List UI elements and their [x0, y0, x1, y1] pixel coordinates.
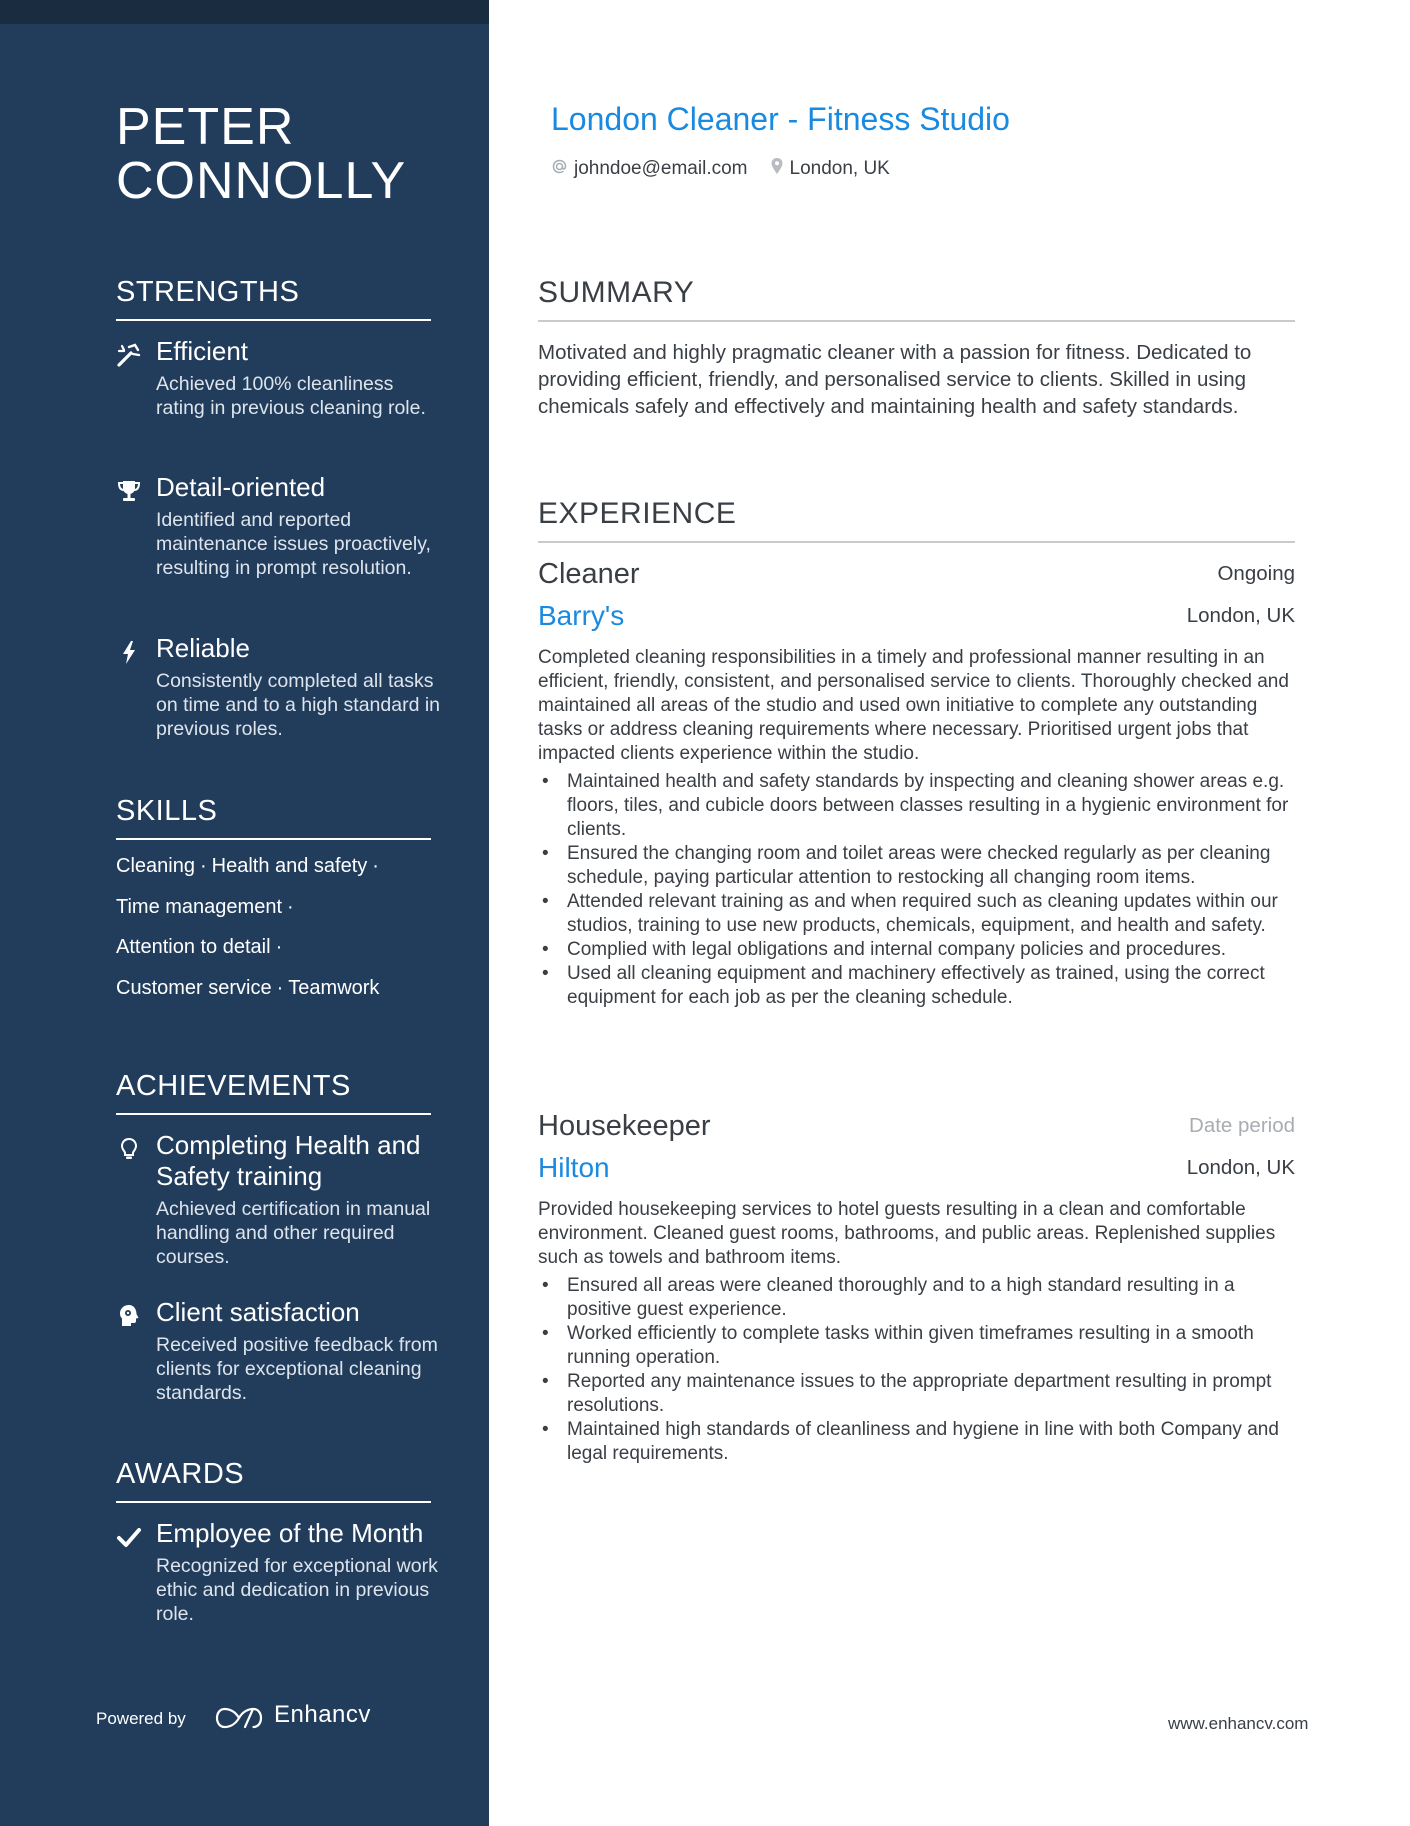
job-bullets: [538, 1274, 1295, 1466]
magic-wand-icon: [116, 342, 142, 368]
skill-item: Teamwork: [288, 976, 380, 999]
job-bullet: • Reported any maintenance issues to the appropriate department resulting in prompt resolutions.: [538, 1370, 1295, 1418]
strengths-heading: STRENGTHS: [116, 276, 431, 321]
job-bullet: • Ensured all areas were cleaned thoroughly and to a high standard resulting in a positive guest experience.: [538, 1274, 1295, 1322]
skill-item: Health and safety: [211, 855, 368, 877]
experience-heading: EXPERIENCE: [538, 497, 1295, 543]
achievement-item: [116, 1297, 446, 1405]
job-bullet: • Attended relevant training as and when required such as cleaning updates within our studios, training to use new products, chemicals, equipment, and health and safety.: [538, 890, 1295, 938]
contact-location: [770, 157, 890, 181]
head-brain-icon: [116, 1303, 142, 1329]
strength-description: Achieved 100% cleanliness rating in previous cleaning role.: [156, 373, 426, 419]
job-company: Hilton: [538, 1152, 610, 1183]
job-location: London, UK: [1186, 1156, 1295, 1179]
lightbulb-icon: [116, 1136, 142, 1162]
job-subheader: [538, 1152, 1295, 1194]
strength-title: Detail-oriented: [156, 472, 326, 502]
skills-list: [116, 852, 446, 1014]
job-bullet: • Worked efficiently to complete tasks within given timeframes resulting in a smooth running operation.: [538, 1322, 1295, 1370]
lightning-icon: [116, 639, 142, 665]
job-bullet: • Maintained high standards of cleanliness and hygiene in line with both Company and legal requirements.: [538, 1418, 1295, 1466]
achievement-item: [116, 1130, 446, 1269]
website-link[interactable]: www.enhancv.com: [1168, 1714, 1309, 1733]
achievement-description: Received positive feedback from clients for exceptional cleaning standards.: [156, 1334, 438, 1404]
award-item: [116, 1518, 446, 1626]
skills-line: Time management ·: [116, 895, 294, 918]
sidebar: [0, 0, 489, 1826]
awards-heading: AWARDS: [116, 1458, 431, 1503]
summary-text: Motivated and highly pragmatic cleaner with a passion for fitness. Dedicated to providing efficient, friendly, and personalised service to clients. Skilled in using chemicals safely and effectively and maintaining health and safety standards.: [538, 341, 1252, 418]
skill-item: Customer service: [116, 976, 272, 999]
job-entry: [538, 1110, 1295, 1466]
strength-item: [116, 336, 446, 420]
award-title: Employee of the Month: [156, 1518, 424, 1548]
first-name: PETER: [116, 98, 295, 156]
achievement-description: Achieved certification in manual handling and other required courses.: [156, 1198, 431, 1268]
achievements-heading: ACHIEVEMENTS: [116, 1070, 431, 1115]
strength-title: Reliable: [156, 633, 250, 663]
skills-heading: SKILLS: [116, 795, 431, 840]
job-header: [538, 1110, 1295, 1152]
job-description: Completed cleaning responsibilities in a timely and professional manner resulting in an efficient, friendly, consistent, and personalised service to clients. Thoroughly checked and maintained all areas of the studio and used own initiative to complete any outstanding tasks or address cleaning requirements where necessary. Prioritised urgent jobs that impacted clients experience within the studio.: [538, 647, 1289, 764]
skills-line: Customer service · Teamwork: [116, 976, 380, 999]
achievement-title: Client satisfaction: [156, 1297, 360, 1327]
skill-item: Time management: [116, 895, 282, 918]
job-bullet: • Used all cleaning equipment and machinery effectively as trained, using the correct equipment for each job as per the cleaning schedule.: [538, 962, 1295, 1010]
headline-title: London Cleaner - Fitness Studio: [551, 101, 1010, 137]
job-entry: [538, 558, 1295, 1010]
strength-description: Consistently completed all tasks on time and to a high standard in previous roles.: [156, 670, 441, 740]
job-description: Provided housekeeping services to hotel guests resulting in a clean and comfortable environment. Cleaned guest rooms, bathrooms, and public areas. Replenished supplies such as towels and bathroom items.: [538, 1199, 1276, 1268]
contact-email[interactable]: [551, 158, 748, 181]
trophy-icon: [116, 478, 142, 504]
award-description: Recognized for exceptional work ethic and dedication in previous role.: [156, 1555, 438, 1625]
checkmark-icon: [116, 1524, 142, 1550]
candidate-name: [116, 100, 456, 208]
powered-by-label: Powered by: [96, 1709, 186, 1728]
skills-line: Cleaning · Health and safety ·: [116, 855, 379, 877]
job-bullet: • Ensured the changing room and toilet areas were checked regularly as per cleaning schedule, paying particular attention to restocking all changing room items.: [538, 842, 1295, 890]
job-bullets: [538, 770, 1295, 1010]
enhancv-brand: Enhancv: [274, 1701, 371, 1728]
location-text: London, UK: [789, 158, 890, 179]
job-bullet: • Maintained health and safety standards by inspecting and cleaning shower areas e.g. floors, tiles, and cubicle doors between classes resulting in a hygienic environment for clients.: [538, 770, 1295, 842]
strength-title: Efficient: [156, 336, 249, 366]
contact-info: [551, 157, 912, 181]
job-date: Date period: [1189, 1114, 1295, 1137]
job-header: [538, 558, 1295, 600]
strength-item: [116, 633, 446, 741]
strength-description: Identified and reported maintenance issues proactively, resulting in prompt resolution.: [156, 509, 431, 579]
sidebar-top-bar: [0, 0, 489, 24]
summary-heading: SUMMARY: [538, 276, 1295, 322]
job-title: Housekeeper: [538, 1110, 711, 1142]
strength-item: [116, 472, 446, 580]
location-pin-icon: [770, 157, 790, 181]
job-location: London, UK: [1186, 604, 1295, 627]
last-name: CONNOLLY: [116, 152, 407, 210]
job-company: Barry's: [538, 600, 625, 631]
email-text: johndoe@email.com: [574, 158, 748, 179]
skill-item: Attention to detail: [116, 936, 271, 958]
job-bullet: • Complied with legal obligations and internal company policies and procedures.: [538, 938, 1295, 962]
skill-item: Cleaning: [116, 855, 195, 877]
job-subheader: [538, 600, 1295, 642]
at-sign-icon: [551, 158, 574, 181]
achievement-title: Completing Health and Safety training: [156, 1130, 421, 1191]
enhancv-logo-icon: [215, 1704, 263, 1732]
job-title: Cleaner: [538, 558, 640, 590]
skills-line: Attention to detail ·: [116, 936, 283, 958]
job-date: Ongoing: [1217, 562, 1295, 585]
